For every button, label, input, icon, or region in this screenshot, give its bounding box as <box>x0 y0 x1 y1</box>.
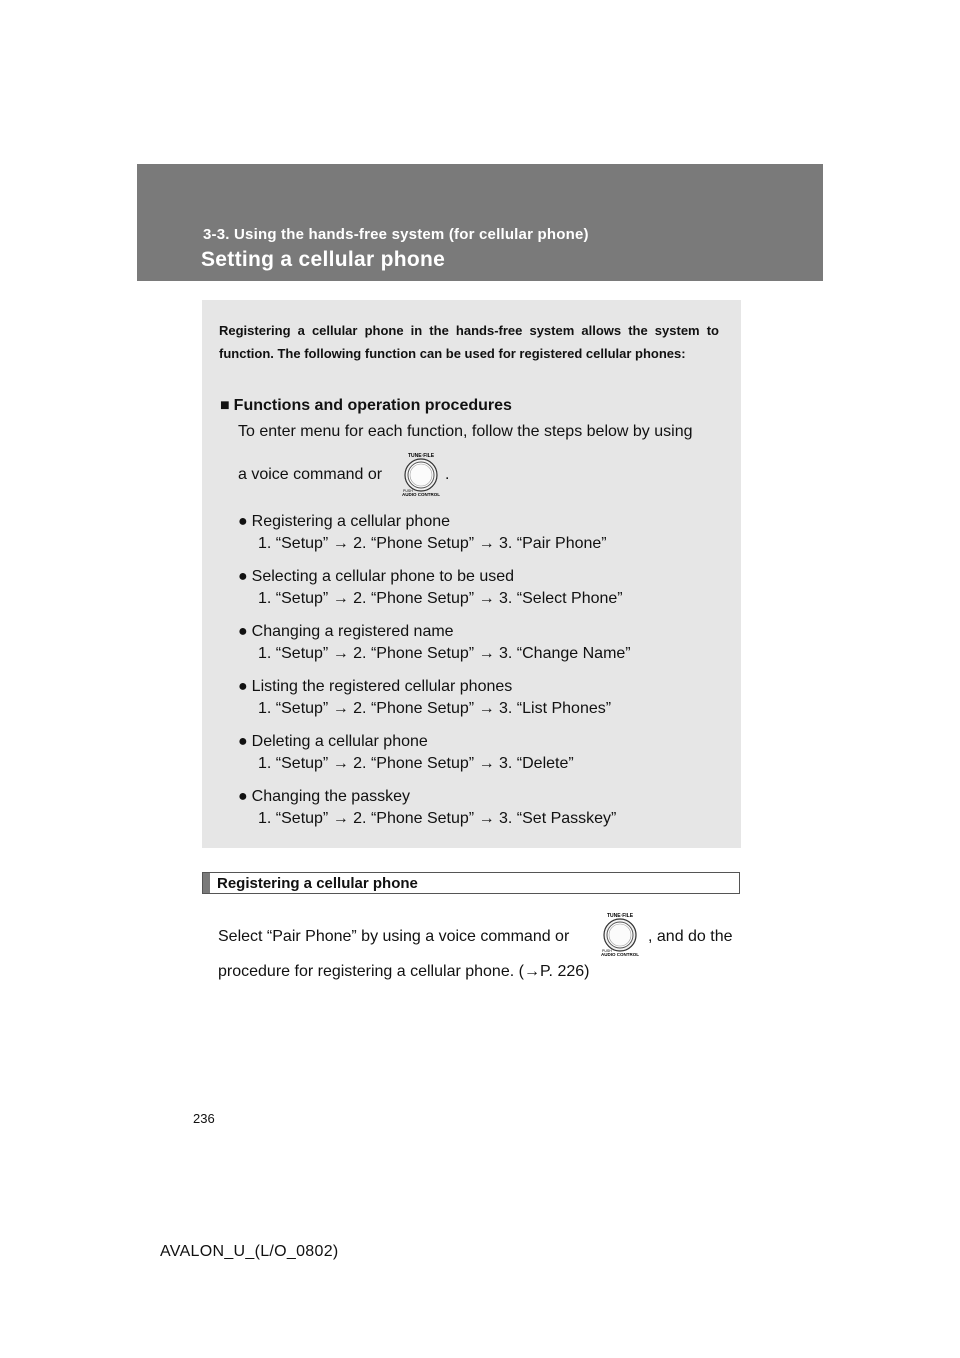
function-item <box>238 731 574 775</box>
function-steps: 1. “Setup” → 2. “Phone Setup” → 3. “List Phones” <box>258 700 612 717</box>
bullet-icon: ● <box>238 788 248 805</box>
function-item <box>238 511 607 555</box>
knob-top-label: TUNE·FILE <box>606 913 634 919</box>
knob-small-label: PUSH <box>403 489 413 493</box>
registering-line-2: procedure for registering a cellular phone. (→P. 226) <box>218 963 590 980</box>
function-title: Listing the registered cellular phones <box>251 678 513 695</box>
square-bullet-icon: ■ <box>220 397 230 414</box>
registering-heading: Registering a cellular phone <box>217 875 418 892</box>
bullet-icon: ● <box>238 513 248 530</box>
instruction-line-2 <box>238 466 382 484</box>
function-title: Changing the passkey <box>251 788 410 805</box>
instruction-prefix: a voice command or <box>238 466 383 483</box>
knob-bottom-label: AUDIO CONTROL <box>402 492 440 497</box>
heading-accent <box>203 873 210 893</box>
instruction-suffix: . <box>445 466 450 483</box>
function-steps: 1. “Setup” → 2. “Phone Setup” → 3. “Pair Phone” <box>258 535 607 552</box>
function-steps: 1. “Setup” → 2. “Phone Setup” → 3. “Change Name” <box>258 645 631 662</box>
function-item <box>238 676 611 720</box>
bullet-icon: ● <box>238 568 248 585</box>
registering-heading-bar <box>202 872 740 894</box>
bullet-icon: ● <box>238 733 248 750</box>
tune-file-knob-icon <box>598 911 642 957</box>
function-item <box>238 786 616 830</box>
tune-file-knob-icon <box>399 451 443 497</box>
function-item <box>238 621 631 665</box>
instruction-line-1: To enter menu for each function, follow the steps below by using <box>238 423 693 440</box>
function-title: Deleting a cellular phone <box>251 733 428 750</box>
knob-top-label: TUNE·FILE <box>407 453 435 459</box>
function-steps: 1. “Setup” → 2. “Phone Setup” → 3. “Set Passkey” <box>258 810 617 827</box>
function-item <box>238 566 623 610</box>
function-steps: 1. “Setup” → 2. “Phone Setup” → 3. “Delete” <box>258 755 574 772</box>
function-title: Selecting a cellular phone to be used <box>251 568 515 585</box>
intro-paragraph: Registering a cellular phone in the hands-free system allows the system to function. The following function can be used for registered cellular phones: <box>219 323 719 361</box>
section-label: 3-3. Using the hands-free system (for cellular phone) <box>203 226 589 243</box>
registering-line-1-suffix: , and do the <box>648 928 733 945</box>
page-number: 236 <box>193 1111 215 1126</box>
subheading-text: Functions and operation procedures <box>233 397 512 414</box>
page-title: Setting a cellular phone <box>201 248 446 271</box>
intro-box <box>202 300 741 848</box>
bullet-icon: ● <box>238 623 248 640</box>
function-title: Changing a registered name <box>251 623 454 640</box>
function-steps: 1. “Setup” → 2. “Phone Setup” → 3. “Select Phone” <box>258 590 623 607</box>
chapter-header-band <box>137 164 823 281</box>
bullet-icon: ● <box>238 678 248 695</box>
knob-small-label: PUSH <box>602 949 612 953</box>
registering-line-1-prefix: Select “Pair Phone” by using a voice command or <box>218 928 570 945</box>
functions-subheading <box>220 397 512 415</box>
knob-bottom-label: AUDIO CONTROL <box>601 952 639 957</box>
footer-code: AVALON_U_(L/O_0802) <box>160 1243 339 1260</box>
function-title: Registering a cellular phone <box>251 513 451 530</box>
